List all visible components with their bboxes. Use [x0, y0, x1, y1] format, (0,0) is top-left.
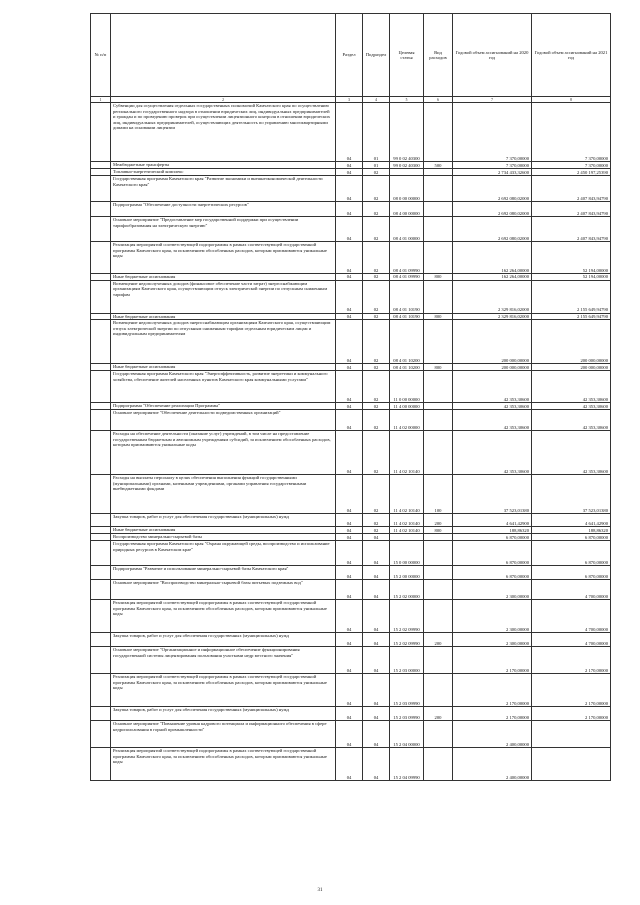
amount-2020-cell: 2 692 080,02000 [453, 217, 532, 242]
header-amount-2020: Годовой объем ассигнований на 2020 год [453, 14, 532, 97]
amount-2020-cell: 7 370,00000 [453, 103, 532, 162]
row-number-cell [91, 748, 111, 781]
podrazdel-cell: 04 [363, 534, 390, 541]
razdel-cell: 04 [336, 364, 363, 371]
amount-2021-cell: 2 170,00000 [532, 647, 611, 674]
target-article-cell: 15 2 02 09990 [390, 600, 424, 633]
amount-2021-cell: 2 407 843,94790 [532, 202, 611, 217]
header-amount-2021: Годовой объем ассигнований на 2021 год [532, 14, 611, 97]
amount-2021-cell: 4 700,00000 [532, 600, 611, 633]
item-name-cell: Реализация мероприятий соответствующей подпрограммы в рамках соответствующей государственной программы Камчатского края, за исключением обособленных расходов, которым присваиваются уникальные коды [111, 242, 336, 274]
item-name-cell: Государственная программа Камчатского края "Развитие экономики и внешнеэкономической деятельности Камчатского края" [111, 176, 336, 202]
expense-type-cell [424, 647, 453, 674]
target-article-cell: 15 2 02 00000 [390, 580, 424, 600]
target-article-cell: 08 4 01 10190 [390, 280, 424, 313]
row-number-cell [91, 242, 111, 274]
row-number-cell [91, 431, 111, 475]
row-number-cell [91, 721, 111, 748]
expense-type-cell [424, 403, 453, 410]
target-article-cell: 15 2 02 09990 [390, 633, 424, 647]
razdel-cell: 04 [336, 514, 363, 527]
razdel-cell: 04 [336, 162, 363, 169]
razdel-cell: 04 [336, 103, 363, 162]
amount-2020-cell: 6 870,00000 [453, 541, 532, 566]
table-row [91, 707, 611, 721]
table-body [91, 103, 611, 781]
amount-2021-cell: 200 000,00000 [532, 320, 611, 364]
target-article-cell: 15 2 04 09990 [390, 748, 424, 781]
amount-2020-cell: 2 734 433,32600 [453, 169, 532, 176]
expense-type-cell: 800 [424, 313, 453, 320]
podrazdel-cell: 04 [363, 707, 390, 721]
table-row [91, 364, 611, 371]
target-article-cell: 99 0 02 40300 [390, 103, 424, 162]
podrazdel-cell: 02 [363, 364, 390, 371]
target-article-cell: 15 2 03 00000 [390, 647, 424, 674]
table-row [91, 169, 611, 176]
expense-type-cell: 800 [424, 274, 453, 281]
podrazdel-cell: 04 [363, 580, 390, 600]
expense-type-cell [424, 169, 453, 176]
podrazdel-cell: 02 [363, 169, 390, 176]
header-number: № п/п [91, 14, 111, 97]
header-target-article: Целевая статья [390, 14, 424, 97]
item-name-cell: Иные бюджетные ассигнования [111, 313, 336, 320]
table-row [91, 534, 611, 541]
podrazdel-cell: 04 [363, 721, 390, 748]
column-number: 1 [91, 97, 111, 103]
target-article-cell: 08 4 01 09990 [390, 274, 424, 281]
target-article-cell: 11 4 02 10140 [390, 527, 424, 534]
amount-2020-cell: 162 264,00000 [453, 274, 532, 281]
table-row [91, 431, 611, 475]
target-article-cell: 11 4 00 00000 [390, 403, 424, 410]
target-article-cell: 15 0 00 00000 [390, 541, 424, 566]
row-number-cell [91, 320, 111, 364]
expense-type-cell [424, 580, 453, 600]
target-article-cell: 11 4 02 10140 [390, 514, 424, 527]
razdel-cell: 04 [336, 580, 363, 600]
target-article-cell [390, 169, 424, 176]
expense-type-cell: 100 [424, 475, 453, 514]
item-name-cell: Реализация мероприятий соответствующей подпрограммы в рамках соответствующей государственной программы Камчатского края, за исключением обособленных расходов, которым присваиваются уникальные коды [111, 748, 336, 781]
table-row [91, 103, 611, 162]
header-name [111, 14, 336, 97]
amount-2020-cell: 200 000,00000 [453, 320, 532, 364]
podrazdel-cell: 02 [363, 242, 390, 274]
amount-2021-cell: 2 450 197,25390 [532, 169, 611, 176]
expense-type-cell [424, 431, 453, 475]
item-name-cell: Основное мероприятие "Предоставление мер государственной поддержки при осуществлении тарифообразования на электрическую энергию" [111, 217, 336, 242]
podrazdel-cell: 02 [363, 475, 390, 514]
row-number-cell [91, 647, 111, 674]
target-article-cell: 08 4 01 10200 [390, 320, 424, 364]
amount-2021-cell: 42 353,30600 [532, 431, 611, 475]
amount-2021-cell: 6 870,00000 [532, 541, 611, 566]
razdel-cell: 04 [336, 674, 363, 707]
amount-2021-cell: 42 353,30600 [532, 403, 611, 410]
amount-2020-cell: 6 870,00000 [453, 566, 532, 580]
table-row [91, 527, 611, 534]
expense-type-cell [424, 600, 453, 633]
expense-type-cell [424, 202, 453, 217]
razdel-cell: 04 [336, 403, 363, 410]
expense-type-cell [424, 217, 453, 242]
amount-2021-cell: 2 170,00000 [532, 674, 611, 707]
expense-type-cell: 800 [424, 527, 453, 534]
row-number-cell [91, 103, 111, 162]
razdel-cell: 04 [336, 242, 363, 274]
amount-2021-cell: 2 407 843,94790 [532, 176, 611, 202]
target-article-cell: 11 4 02 00000 [390, 410, 424, 431]
amount-2021-cell: 7 370,00000 [532, 103, 611, 162]
row-number-cell [91, 707, 111, 721]
amount-2021-cell [532, 748, 611, 781]
amount-2020-cell: 188,86320 [453, 527, 532, 534]
table-row [91, 566, 611, 580]
razdel-cell: 04 [336, 274, 363, 281]
column-number: 6 [424, 97, 453, 103]
table-row [91, 242, 611, 274]
podrazdel-cell: 02 [363, 320, 390, 364]
row-number-cell [91, 534, 111, 541]
amount-2021-cell: 2 170,00000 [532, 707, 611, 721]
target-article-cell: 15 2 00 00000 [390, 566, 424, 580]
row-number-cell [91, 217, 111, 242]
item-name-cell: Закупка товаров, работ и услуг для обеспечения государственных (муниципальных) нужд [111, 707, 336, 721]
column-number: 7 [453, 97, 532, 103]
table-row [91, 475, 611, 514]
table-row [91, 320, 611, 364]
amount-2020-cell: 2 400,00000 [453, 721, 532, 748]
item-name-cell: Иные бюджетные ассигнования [111, 364, 336, 371]
expense-type-cell [424, 541, 453, 566]
podrazdel-cell: 04 [363, 566, 390, 580]
item-name-cell: Закупка товаров, работ и услуг для обеспечения государственных (муниципальных) нужд [111, 514, 336, 527]
amount-2021-cell: 6 870,00000 [532, 534, 611, 541]
razdel-cell: 04 [336, 280, 363, 313]
row-number-cell [91, 580, 111, 600]
target-article-cell: 08 0 00 00000 [390, 176, 424, 202]
amount-2020-cell: 2 329 816,02000 [453, 313, 532, 320]
expense-type-cell: 200 [424, 633, 453, 647]
expense-type-cell: 500 [424, 162, 453, 169]
item-name-cell: Основное мероприятие "Повышение уровня кадрового потенциала и информационного обеспечения в сфере недропользования в горной промышленности" [111, 721, 336, 748]
podrazdel-cell: 01 [363, 162, 390, 169]
amount-2021-cell: 188,86320 [532, 527, 611, 534]
column-number: 5 [390, 97, 424, 103]
amount-2021-cell: 2 407 843,94790 [532, 217, 611, 242]
amount-2020-cell: 42 353,30600 [453, 410, 532, 431]
amount-2021-cell: 52 194,00000 [532, 242, 611, 274]
row-number-cell [91, 566, 111, 580]
amount-2020-cell: 200 000,00000 [453, 364, 532, 371]
razdel-cell: 04 [336, 721, 363, 748]
podrazdel-cell: 02 [363, 313, 390, 320]
amount-2020-cell: 2 692 080,02000 [453, 176, 532, 202]
podrazdel-cell: 01 [363, 103, 390, 162]
target-article-cell [390, 534, 424, 541]
item-name-cell: Топливно-энергетический комплекс [111, 169, 336, 176]
amount-2021-cell: 2 155 649,94790 [532, 280, 611, 313]
razdel-cell: 04 [336, 633, 363, 647]
table-row [91, 280, 611, 313]
razdel-cell: 04 [336, 600, 363, 633]
target-article-cell: 15 2 03 09990 [390, 707, 424, 721]
amount-2020-cell: 162 264,00000 [453, 242, 532, 274]
razdel-cell: 04 [336, 169, 363, 176]
podrazdel-cell: 04 [363, 541, 390, 566]
target-article-cell: 11 4 02 10140 [390, 431, 424, 475]
table-row [91, 202, 611, 217]
amount-2021-cell: 4 700,00000 [532, 633, 611, 647]
razdel-cell: 04 [336, 320, 363, 364]
expense-type-cell: 200 [424, 514, 453, 527]
amount-2020-cell: 2 692 080,02000 [453, 202, 532, 217]
row-number-cell [91, 674, 111, 707]
budget-table [90, 13, 611, 781]
expense-type-cell [424, 280, 453, 313]
item-name-cell: Реализация мероприятий соответствующей подпрограммы в рамках соответствующей государственной программы Камчатского края, за исключением обособленных расходов, которым присваиваются уникальные коды [111, 674, 336, 707]
item-name-cell: Иные бюджетные ассигнования [111, 274, 336, 281]
razdel-cell: 04 [336, 313, 363, 320]
table-row [91, 514, 611, 527]
target-article-cell: 15 2 04 00000 [390, 721, 424, 748]
razdel-cell: 04 [336, 748, 363, 781]
target-article-cell: 11 4 02 10140 [390, 475, 424, 514]
amount-2020-cell: 2 300,00000 [453, 580, 532, 600]
table-row [91, 580, 611, 600]
expense-type-cell [424, 320, 453, 364]
table-row [91, 410, 611, 431]
amount-2020-cell: 6 870,00000 [453, 534, 532, 541]
row-number-cell [91, 541, 111, 566]
item-name-cell: Воспроизводство минерально-сырьевой базы [111, 534, 336, 541]
razdel-cell: 04 [336, 527, 363, 534]
target-article-cell: 08 4 01 00000 [390, 217, 424, 242]
item-name-cell: Реализация мероприятий соответствующей подпрограммы в рамках соответствующей государственной программы Камчатского края, за исключением обособленных расходов, которым присваиваются уникальные коды [111, 600, 336, 633]
razdel-cell: 04 [336, 541, 363, 566]
target-article-cell: 11 0 00 00000 [390, 371, 424, 403]
row-number-cell [91, 202, 111, 217]
podrazdel-cell: 02 [363, 176, 390, 202]
row-number-cell [91, 527, 111, 534]
razdel-cell: 04 [336, 431, 363, 475]
expense-type-cell [424, 371, 453, 403]
expense-type-cell [424, 534, 453, 541]
podrazdel-cell: 04 [363, 748, 390, 781]
table-row [91, 541, 611, 566]
table-row [91, 748, 611, 781]
column-number: 2 [111, 97, 336, 103]
target-article-cell: 99 0 02 40300 [390, 162, 424, 169]
podrazdel-cell: 02 [363, 371, 390, 403]
row-number-cell [91, 280, 111, 313]
amount-2020-cell: 37 523,01380 [453, 475, 532, 514]
podrazdel-cell: 04 [363, 600, 390, 633]
amount-2020-cell: 4 641,42900 [453, 514, 532, 527]
row-number-cell [91, 371, 111, 403]
podrazdel-cell: 02 [363, 431, 390, 475]
table-row [91, 162, 611, 169]
row-number-cell [91, 169, 111, 176]
page-number: 31 [317, 888, 323, 893]
item-name-cell: Основное мероприятие "Обеспечение деятельности подведомственных организаций" [111, 410, 336, 431]
column-number: 8 [532, 97, 611, 103]
expense-type-cell [424, 410, 453, 431]
table-row [91, 674, 611, 707]
amount-2020-cell: 2 170,00000 [453, 647, 532, 674]
target-article-cell: 08 4 01 10190 [390, 313, 424, 320]
target-article-cell: 08 4 00 00000 [390, 202, 424, 217]
row-number-cell [91, 403, 111, 410]
item-name-cell: Закупка товаров, работ и услуг для обеспечения государственных (муниципальных) нужд [111, 633, 336, 647]
row-number-cell [91, 176, 111, 202]
table-row [91, 633, 611, 647]
row-number-cell [91, 162, 111, 169]
razdel-cell: 04 [336, 410, 363, 431]
amount-2020-cell: 42 353,30600 [453, 431, 532, 475]
razdel-cell: 04 [336, 217, 363, 242]
amount-2021-cell: 42 353,30600 [532, 371, 611, 403]
expense-type-cell [424, 721, 453, 748]
podrazdel-cell: 02 [363, 274, 390, 281]
expense-type-cell [424, 566, 453, 580]
table-row [91, 371, 611, 403]
row-number-cell [91, 514, 111, 527]
podrazdel-cell: 02 [363, 514, 390, 527]
row-number-cell [91, 364, 111, 371]
item-name-cell: Возмещение недополученных доходов (финансовое обеспечение части затрат) энергоснабжающим организациям Камчатского края, осуществляющим отпуск электрической энергии по отпускным сниженным тарифам [111, 280, 336, 313]
header-razdel: Раздел [336, 14, 363, 97]
column-number: 3 [336, 97, 363, 103]
amount-2020-cell: 2 170,00000 [453, 674, 532, 707]
expense-type-cell [424, 103, 453, 162]
item-name-cell: Основное мероприятие "Организационное и информационное обеспечение функционирования государственной системы лицензирования пользования участками недр местного значения" [111, 647, 336, 674]
podrazdel-cell: 04 [363, 647, 390, 674]
podrazdel-cell: 04 [363, 674, 390, 707]
item-name-cell: Подпрограмма "Обеспечение доступности энергетических ресурсов" [111, 202, 336, 217]
amount-2021-cell: 200 000,00000 [532, 364, 611, 371]
row-number-cell [91, 633, 111, 647]
amount-2021-cell: 52 194,00000 [532, 274, 611, 281]
podrazdel-cell: 02 [363, 202, 390, 217]
item-name-cell: Межбюджетные трансферты [111, 162, 336, 169]
amount-2021-cell: 7 370,00000 [532, 162, 611, 169]
amount-2021-cell: 37 523,01380 [532, 475, 611, 514]
podrazdel-cell: 02 [363, 527, 390, 534]
header-podrazdel: Подраздел [363, 14, 390, 97]
razdel-cell: 04 [336, 534, 363, 541]
amount-2021-cell: 2 155 649,94790 [532, 313, 611, 320]
row-number-cell [91, 475, 111, 514]
table-header-row [91, 14, 611, 97]
razdel-cell: 04 [336, 202, 363, 217]
table-row [91, 647, 611, 674]
amount-2020-cell: 42 353,30600 [453, 371, 532, 403]
podrazdel-cell: 02 [363, 280, 390, 313]
item-name-cell: Подпрограмма "Развитие и использование минерально-сырьевой базы Камчатского края" [111, 566, 336, 580]
razdel-cell: 04 [336, 647, 363, 674]
item-name-cell: Возмещение недополученных доходов энергоснабжающим организациям Камчатского края, осуществляющим отпуск электрической энергии по отпускным сниженным тарифам отдельным юридическим лицам и индивидуальным предпринимателям [111, 320, 336, 364]
expense-type-cell: 800 [424, 364, 453, 371]
item-name-cell: Подпрограмма "Обеспечение реализации Программы" [111, 403, 336, 410]
amount-2021-cell: 6 870,00000 [532, 566, 611, 580]
razdel-cell: 04 [336, 371, 363, 403]
table-row [91, 721, 611, 748]
razdel-cell: 04 [336, 566, 363, 580]
amount-2021-cell [532, 721, 611, 748]
expense-type-cell: 200 [424, 707, 453, 721]
amount-2020-cell: 2 300,00000 [453, 633, 532, 647]
table-row [91, 403, 611, 410]
podrazdel-cell: 04 [363, 633, 390, 647]
table-row [91, 217, 611, 242]
razdel-cell: 04 [336, 176, 363, 202]
podrazdel-cell: 02 [363, 410, 390, 431]
amount-2021-cell: 4 641,42900 [532, 514, 611, 527]
amount-2020-cell: 2 329 816,02000 [453, 280, 532, 313]
item-name-cell: Расходы на обеспечение деятельности (оказание услуг) учреждений, в том числе на предоставление государственным бюджетным и автономным учреждениям субсидий, за исключением обособленных расходов, которым присваиваются уникальные коды [111, 431, 336, 475]
item-name-cell: Субвенции для осуществления отдельных государственных полномочий Камчатского края по осуществлению регионального государственного надзора в отношении юридических лиц, индивидуальных предпринимателей и граждан и по проведению проверок при осуществлении лицензионного контроля в отношении юридических лиц, индивидуальных предпринимателей, осуществляющих деятельность по управлению многоквартирными домами на основании лицензии [111, 103, 336, 162]
item-name-cell: Государственная программа Камчатского края "Охрана окружающей среды, воспроизводство и использование природных ресурсов в Камчатском крае" [111, 541, 336, 566]
item-name-cell: Расходы на выплаты персоналу в целях обеспечения выполнения функций государственными (муниципальными) органами, казенными учреждениями, органами управления государственными внебюджетными фондами [111, 475, 336, 514]
razdel-cell: 04 [336, 475, 363, 514]
amount-2020-cell: 7 370,00000 [453, 162, 532, 169]
amount-2020-cell: 2 300,00000 [453, 600, 532, 633]
expense-type-cell [424, 242, 453, 274]
amount-2020-cell: 2 170,00000 [453, 707, 532, 721]
item-name-cell: Государственная программа Камчатского края "Энергоэффективность, развитие энергетики и коммунального хозяйства, обеспечение жителей населенных пунктов Камчатского края коммунальными услугами" [111, 371, 336, 403]
table-row [91, 600, 611, 633]
table-row [91, 176, 611, 202]
target-article-cell: 08 4 01 09990 [390, 242, 424, 274]
podrazdel-cell: 02 [363, 217, 390, 242]
header-expense-type: Вид расходов [424, 14, 453, 97]
item-name-cell: Иные бюджетные ассигнования [111, 527, 336, 534]
row-number-cell [91, 600, 111, 633]
target-article-cell: 08 4 01 10200 [390, 364, 424, 371]
column-number: 4 [363, 97, 390, 103]
amount-2020-cell: 42 353,30600 [453, 403, 532, 410]
target-article-cell: 15 2 03 09990 [390, 674, 424, 707]
amount-2021-cell: 4 700,00000 [532, 580, 611, 600]
item-name-cell: Основное мероприятие "Воспроизводство минерально-сырьевой базы питьевых подземных вод" [111, 580, 336, 600]
podrazdel-cell: 02 [363, 403, 390, 410]
razdel-cell: 04 [336, 707, 363, 721]
amount-2021-cell: 42 353,30600 [532, 410, 611, 431]
expense-type-cell [424, 748, 453, 781]
row-number-cell [91, 410, 111, 431]
expense-type-cell [424, 176, 453, 202]
expense-type-cell [424, 674, 453, 707]
amount-2020-cell: 2 400,00000 [453, 748, 532, 781]
